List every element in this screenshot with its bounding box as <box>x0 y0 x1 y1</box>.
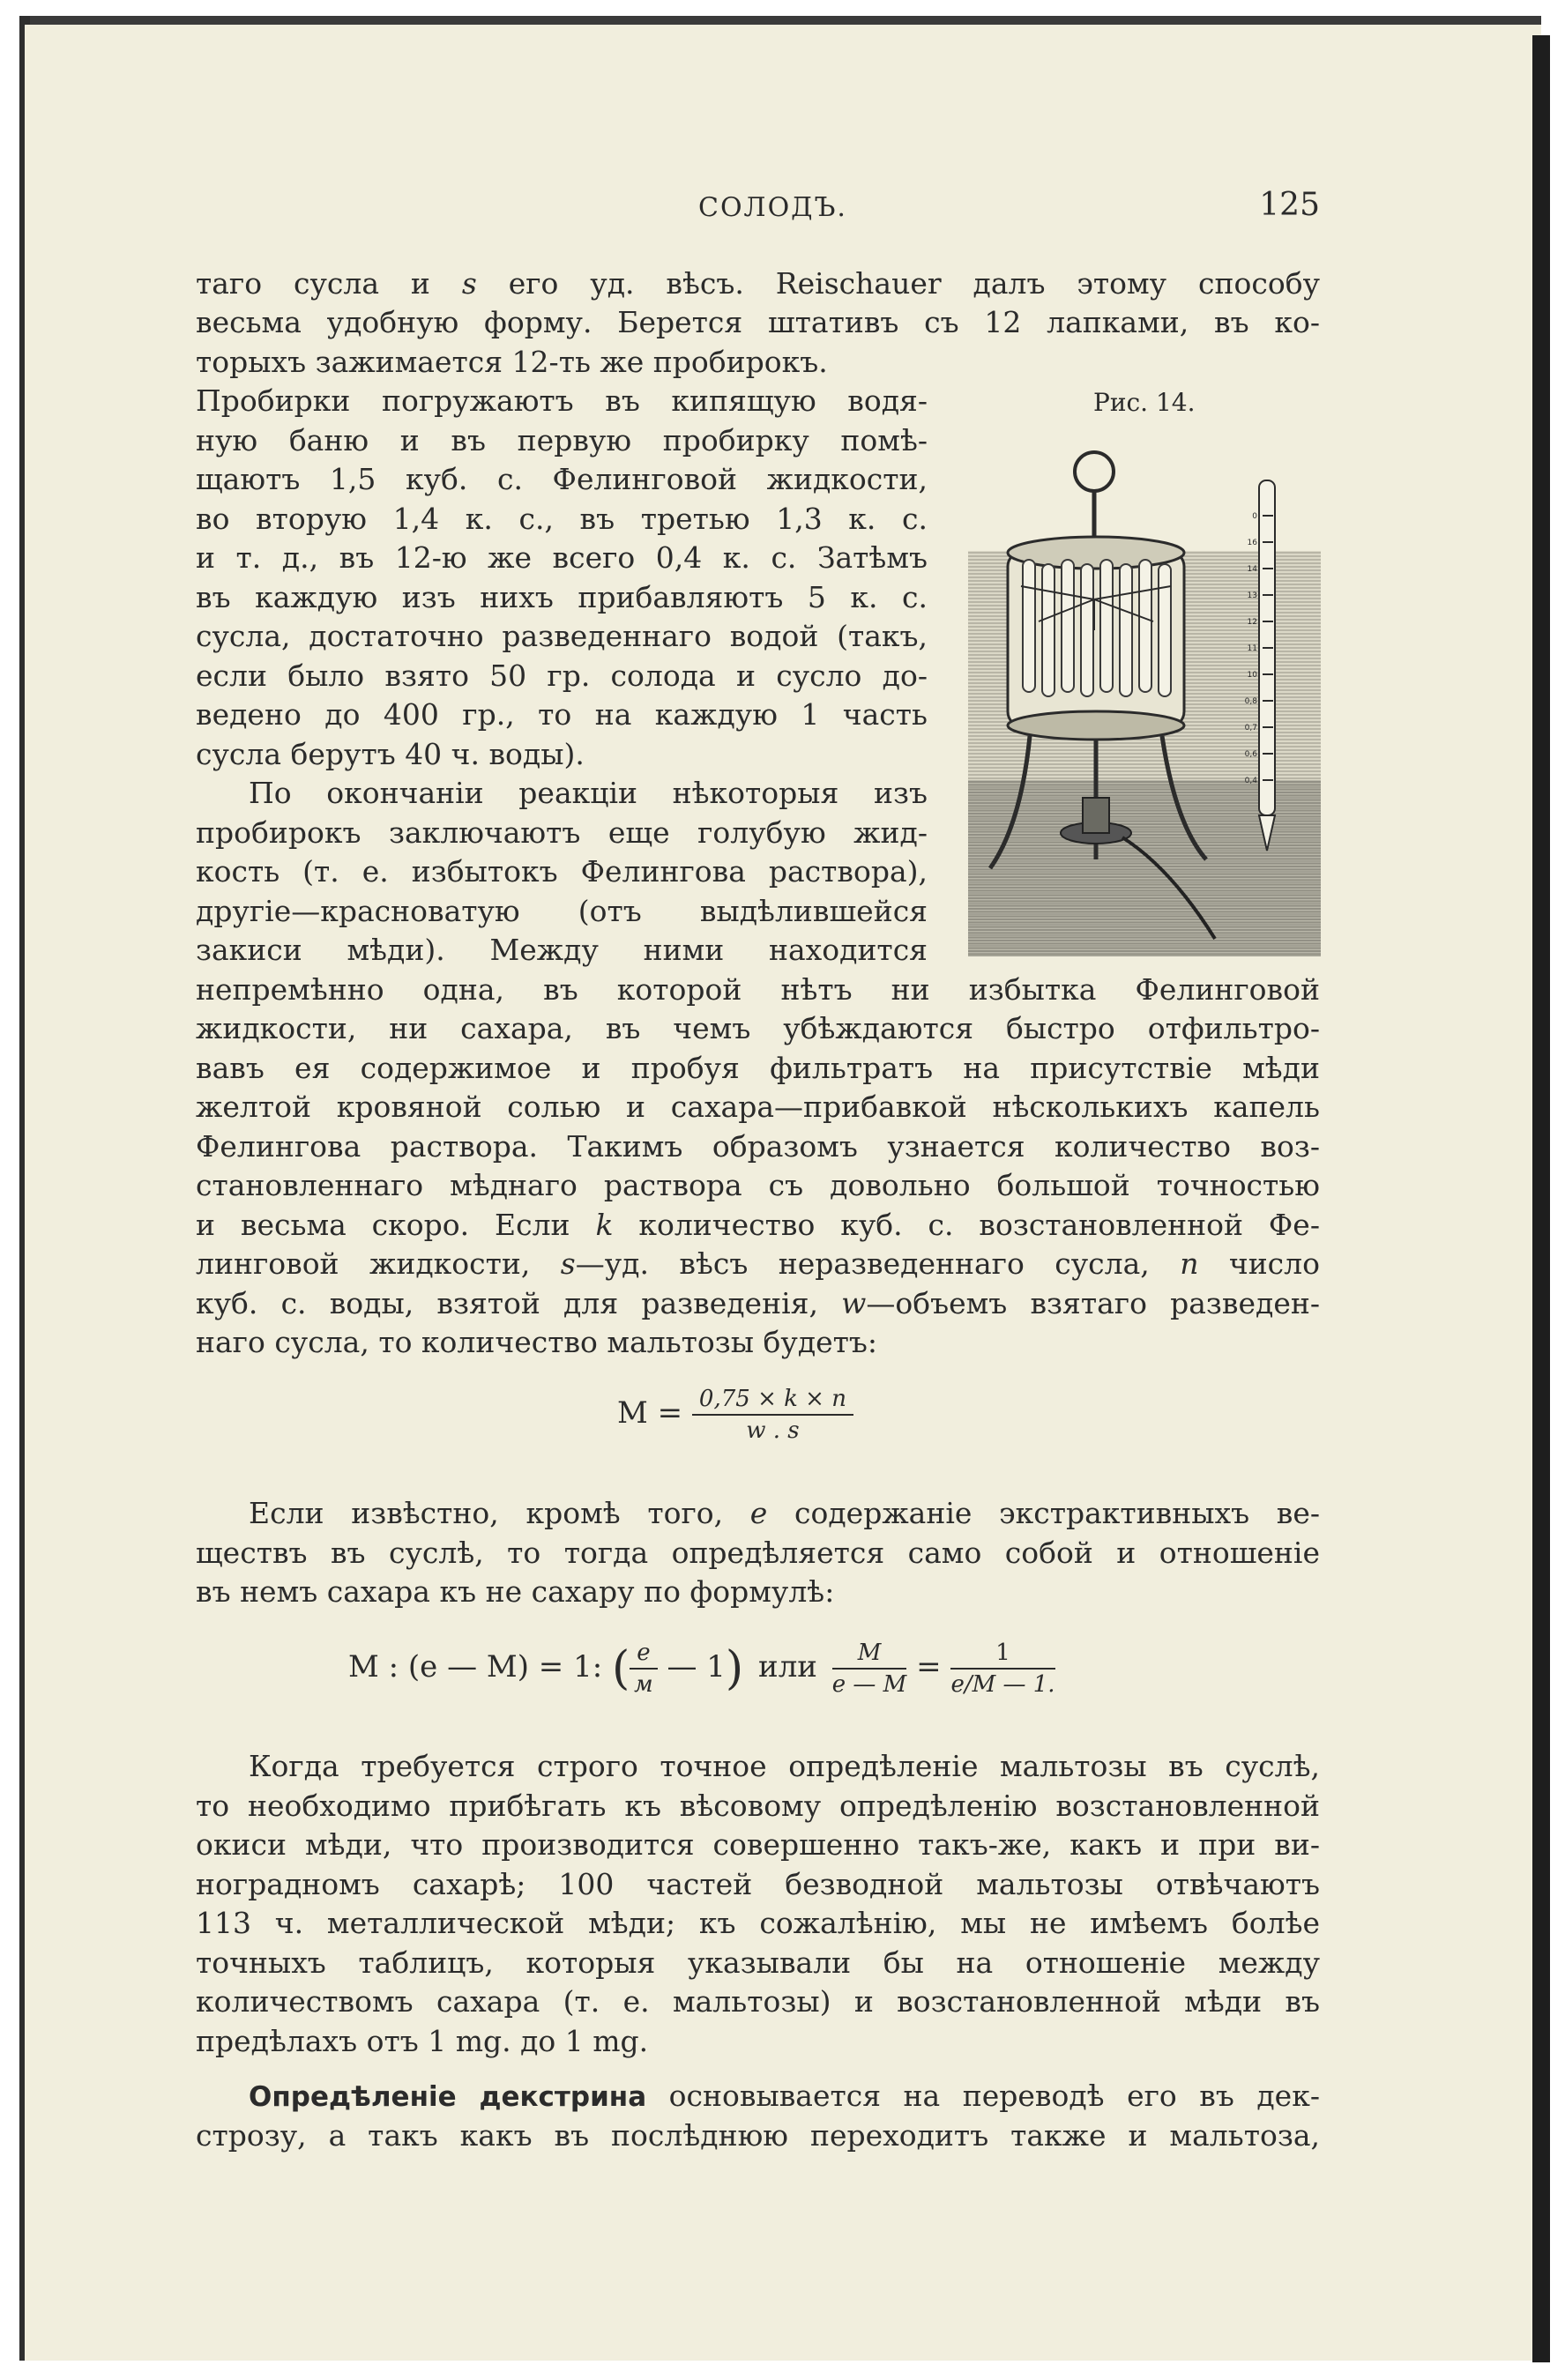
text-line: въ немъ сахара къ не сахару по формулѣ: <box>196 1574 835 1609</box>
text-line: 113 ч. металлической мѣди; къ сожалѣнію, мы не имѣемъ болѣе <box>196 1906 1320 1940</box>
text-line: Пробирки погружаютъ въ кипящую водя- <box>196 383 928 418</box>
text-line: щаютъ 1,5 куб. с. Фелинговой жидкости, <box>196 462 928 496</box>
text-line: и весьма скоро. Если k количество куб. с. возстановленной Фе- <box>196 1208 1320 1242</box>
text-line: сусла, достаточно разведеннаго водой (такъ, <box>196 619 928 653</box>
ratio-fraction-1 <box>832 1640 907 1698</box>
formula-numerator: 0,75 × k × n <box>692 1386 853 1416</box>
text-line: другіе—красноватую (отъ выдѣлившейся <box>196 894 928 928</box>
formula-or: или <box>758 1649 817 1685</box>
fraction-denominator: e/M — 1. <box>950 1671 1055 1698</box>
scale-label: 0 <box>1252 512 1257 521</box>
text-line: точныхъ таблицъ, которыя указывали бы на отношеніе между <box>196 1945 1320 1980</box>
scale-label: 0,4 <box>1244 777 1257 785</box>
text-line: сусла берутъ 40 ч. воды). <box>196 737 585 771</box>
text-line: торыхъ зажимается 12-ть же пробирокъ. <box>196 345 828 379</box>
text-line: линговой жидкости, s—уд. вѣсъ неразведеннаго сусла, n число <box>196 1246 1320 1281</box>
text-line: Если извѣстно, кромѣ того, e содержаніе экстрактивныхъ ве- <box>249 1496 1321 1530</box>
fraction-numerator: 1 <box>950 1640 1055 1670</box>
text-line: если было взято 50 гр. солода и сусло до- <box>196 658 928 693</box>
text-line: кость (т. е. избытокъ Фелингова раствора), <box>196 854 928 889</box>
text-line: пробирокъ заключаютъ еще голубую жид- <box>196 815 928 850</box>
paren-denominator: м <box>634 1671 653 1698</box>
text-line: наго сусла, то количество мальтозы будетъ: <box>196 1325 878 1359</box>
text-line: ноградномъ сахарѣ; 100 частей безводной мальтозы отвѣчаютъ <box>196 1867 1320 1901</box>
text-line <box>196 2077 1320 2116</box>
formula-denominator: w . s <box>746 1417 800 1444</box>
paren-fraction <box>630 1640 657 1698</box>
left-paren: ( <box>611 1642 630 1695</box>
scale-label: 11 <box>1247 644 1257 653</box>
ratio-fraction-2 <box>950 1640 1055 1698</box>
text-line: становленнаго мѣднаго раствора съ довольно большой точностью <box>196 1168 1320 1202</box>
running-head: СОЛОДЪ. <box>698 192 847 223</box>
text-line: Когда требуется строго точное опредѣленіе мальтозы въ суслѣ, <box>249 1749 1320 1783</box>
formula-lhs: M = <box>617 1395 683 1431</box>
right-paren: ) <box>725 1642 744 1695</box>
scan-border-right <box>1532 35 1550 2362</box>
formula-equals: = <box>916 1649 942 1685</box>
text-line: въ каждую изъ нихъ прибавляютъ 5 к. с. <box>196 580 928 614</box>
scale-label: 13 <box>1247 591 1257 600</box>
text-line: непремѣнно одна, въ которой нѣтъ ни избытка Фелинговой <box>196 972 1320 1007</box>
text-line: ную баню и въ первую пробирку помѣ- <box>196 423 928 457</box>
text-line: окиси мѣди, что производится совершенно такъ-же, какъ и при ви- <box>196 1827 1320 1862</box>
section-term-rest: основывается на переводѣ его въ дек- <box>646 2079 1320 2113</box>
text-line: предѣлахъ отъ 1 mg. до 1 mg. <box>196 2024 649 2058</box>
text-line: ведено до 400 гр., то на каждую 1 часть <box>196 697 928 732</box>
text-line: ществъ въ суслѣ, то тогда опредѣляется само собой и отношеніе <box>196 1536 1320 1570</box>
ratio-formula <box>348 1640 1055 1698</box>
section-term: Опредѣленіе декстрина <box>249 2081 647 2113</box>
text-line: во вторую 1,4 к. с., въ третью 1,3 к. с. <box>196 502 928 536</box>
text-line: вавъ ея содержимое и пробуя фильтратъ на присутствіе мѣди <box>196 1051 1320 1085</box>
scale-label: 10 <box>1247 671 1257 680</box>
text-line: количествомъ сахара (т. е. мальтозы) и возстановленной мѣди въ <box>196 1984 1320 2019</box>
maltose-formula <box>617 1386 853 1444</box>
text-line: закиси мѣди). Между ними находится <box>196 933 928 967</box>
formula-lhs: M : (e — M) = 1: <box>348 1649 603 1685</box>
text-line: и т. д., въ 12-ю же всего 0,4 к. с. Затѣмъ <box>196 540 928 575</box>
formula-fraction <box>692 1386 853 1444</box>
scale-label: 0,6 <box>1244 750 1257 759</box>
page-header <box>196 187 1320 231</box>
page-number: 125 <box>1259 187 1320 223</box>
scale-label: 12 <box>1247 618 1257 627</box>
fraction-numerator: M <box>832 1640 907 1670</box>
fraction-denominator: e — M <box>831 1671 907 1698</box>
scale-label: 0,8 <box>1244 697 1257 706</box>
paren-numerator: e <box>630 1640 657 1670</box>
text-line: таго сусла и s его уд. вѣсъ. Reischauer далъ этому способу <box>196 266 1320 301</box>
figure-test-tube-rack <box>968 445 1321 956</box>
text-line: желтой кровяной солью и сахара—прибавкой нѣсколькихъ капель <box>196 1090 1320 1124</box>
scale-label: 0,7 <box>1244 724 1257 733</box>
text-line: Фелингова раствора. Такимъ образомъ узнается количество воз- <box>196 1129 1320 1164</box>
text-line: весьма удобную форму. Берется штативъ съ 12 лапками, въ ко- <box>196 305 1320 339</box>
text-line: то необходимо прибѣгать къ вѣсовому опредѣленію возстановленной <box>196 1789 1320 1823</box>
text-line: куб. с. воды, взятой для разведенія, w—объемъ взятаго разведен- <box>196 1286 1320 1320</box>
paren-tail: — 1 <box>667 1649 726 1685</box>
scale-label: 16 <box>1247 539 1257 547</box>
text-line: По окончаніи реакціи нѣкоторыя изъ <box>249 776 928 810</box>
scale-label: 14 <box>1247 565 1257 574</box>
text-line: строзу, а такъ какъ въ послѣднюю переходитъ также и мальтоза, <box>196 2118 1320 2153</box>
text-line: жидкости, ни сахара, въ чемъ убѣждаются быстро отфильтро- <box>196 1011 1320 1045</box>
figure-caption: Рис. 14. <box>1093 388 1196 417</box>
